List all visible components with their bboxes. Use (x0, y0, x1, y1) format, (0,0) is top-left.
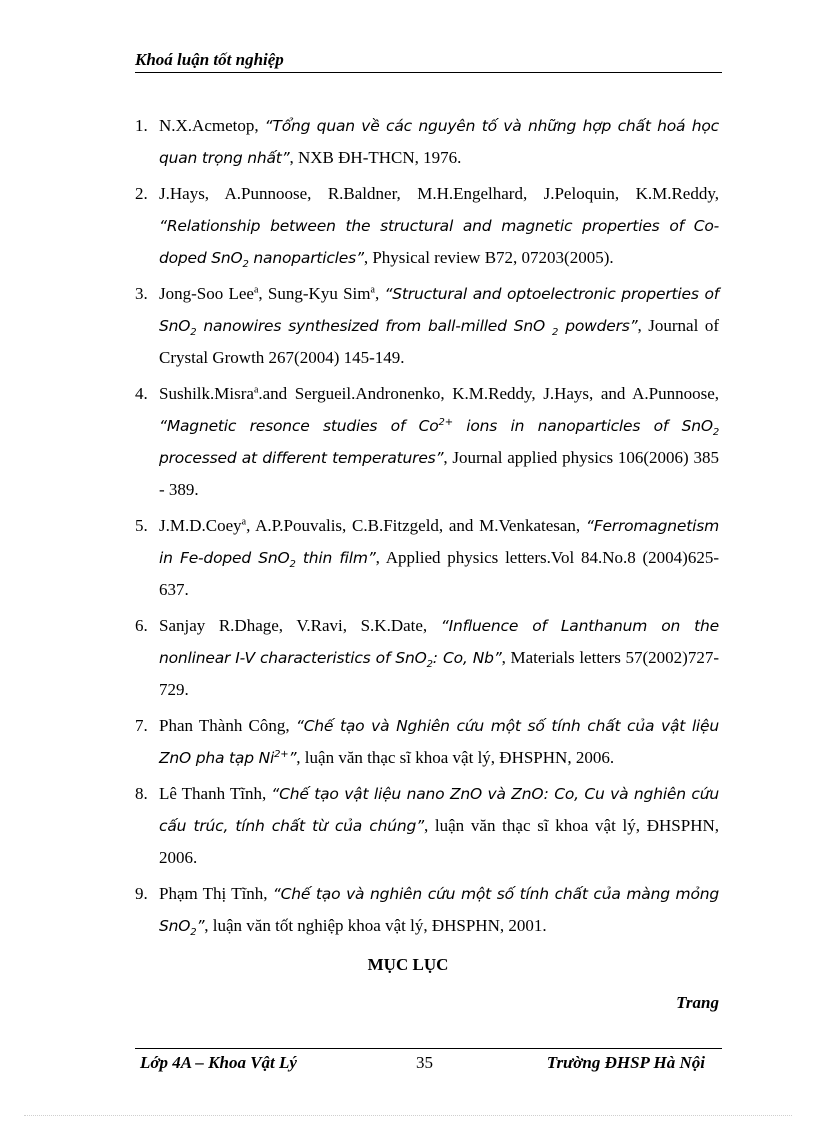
subscript: 2 (190, 327, 197, 339)
reference-authors: Phạm Thị Tĩnh, (159, 884, 273, 903)
title-text: “Influence of Lanthanum on the nonlinear I-V characteristics of SnO (159, 617, 719, 667)
reference-item-7 (135, 710, 719, 774)
author-text: Jong-Soo Lee (159, 284, 254, 303)
subscript: 2 (242, 259, 249, 271)
reference-item-6 (135, 610, 719, 706)
superscript: 2+ (438, 416, 453, 428)
title-text: “Relationship between the structural and magnetic properties of Co-doped SnO (159, 217, 719, 267)
page-bottom-edge (24, 1115, 792, 1116)
reference-authors (159, 384, 719, 403)
footer-divider (135, 1048, 722, 1049)
reference-title: “Chế tạo vật liệu nano ZnO và ZnO: Co, Cu và nghiên cứu cấu trúc, tính chất từ của chúng” (159, 785, 719, 835)
footer-school-label: Trường ĐHSP Hà Nội (546, 1053, 705, 1072)
subscript: 2 (712, 427, 720, 439)
title-text: “Magnetic resonce studies of Co (159, 417, 439, 435)
reference-source: , Physical review B72, 07203(2005). (363, 248, 614, 267)
reference-number: 6. (135, 616, 148, 635)
author-text: , (374, 284, 385, 303)
title-text: ions in nanoparticles of SnO (452, 417, 713, 435)
title-text: powders” (558, 317, 638, 335)
title-text: thin film” (295, 549, 376, 567)
author-text: J.M.D.Coey (159, 516, 242, 535)
title-text: : Co, Nb” (432, 649, 502, 667)
subscript: 2 (289, 559, 296, 571)
reference-title: “Tổng quan về các nguyên tố và những hợp chất hoá học quan trọng nhất” (159, 117, 720, 167)
author-text: , A.P.Pouvalis, C.B.Fitzgeld, and M.Venkatesan, (246, 516, 586, 535)
reference-source: , Materials letters 57(2002)727-729. (159, 648, 720, 699)
reference-item-2 (135, 178, 719, 274)
reference-item-8 (135, 778, 719, 874)
reference-number: 9. (135, 884, 148, 903)
title-text: ” (288, 749, 297, 767)
footer-class-label: Lớp 4A – Khoa Vật Lý (140, 1053, 297, 1072)
superscript: a (253, 384, 259, 396)
reference-item-3 (135, 278, 719, 374)
reference-source: , Journal of Crystal Growth 267(2004) 145-149. (159, 316, 719, 367)
author-text: .and Sergueil.Andronenko, K.M.Reddy, J.Hays, and A.Punnoose, (258, 384, 719, 403)
reference-number: 7. (135, 716, 148, 735)
reference-authors: Lê Thanh Tĩnh, (159, 784, 272, 803)
reference-authors: J.Hays, A.Punnoose, R.Baldner, M.H.Engelhard, J.Peloquin, K.M.Reddy, (159, 184, 719, 203)
title-text: “Structural and optoelectronic properties of SnO (159, 285, 720, 335)
reference-authors: Sanjay R.Dhage, V.Ravi, S.K.Date, (159, 616, 441, 635)
header-divider (135, 72, 722, 73)
reference-source: , luận văn tốt nghiệp khoa vật lý, ĐHSPHN, 2001. (204, 916, 547, 935)
reference-authors (159, 516, 586, 535)
reference-number: 4. (135, 384, 148, 403)
reference-source: , luận văn thạc sĩ khoa vật lý, ĐHSPHN, 2006. (296, 748, 615, 767)
author-text: Sushilk.Misra (159, 384, 254, 403)
reference-source: , luận văn thạc sĩ khoa vật lý, ĐHSPHN, 2006. (159, 816, 719, 867)
title-text: “Chế tạo và Nghiên cứu một số tính chất của vật liệu ZnO pha tạp Ni (159, 717, 719, 767)
reference-number: 3. (135, 284, 148, 303)
subscript: 2 (552, 327, 559, 339)
superscript: 2+ (274, 748, 289, 760)
reference-item-9 (135, 878, 719, 942)
superscript: a (241, 516, 247, 528)
superscript: a (253, 284, 259, 296)
reference-list (135, 110, 719, 946)
page-header: Khoá luận tốt nghiệp (135, 50, 284, 69)
title-text: processed at different temperatures” (159, 449, 444, 467)
title-text: “Ferromagnetism in Fe-doped SnO (159, 517, 719, 567)
reference-authors (159, 284, 384, 303)
reference-number: 5. (135, 516, 148, 535)
title-text: nanoparticles” (248, 249, 364, 267)
page-number: 35 (416, 1053, 433, 1072)
toc-page-label: Trang (676, 993, 719, 1012)
title-text: nanowires synthesized from ball-milled SnO (196, 317, 553, 335)
reference-item-5 (135, 510, 719, 606)
toc-title: MỤC LỤC (367, 955, 449, 974)
reference-source: , NXB ĐH-THCN, 1976. (289, 148, 462, 167)
reference-authors: N.X.Acmetop, (159, 116, 265, 135)
superscript: a (370, 284, 375, 296)
author-text: , Sung-Kyu Sim (258, 284, 371, 303)
reference-item-4 (135, 378, 719, 506)
reference-item-1 (135, 110, 719, 174)
reference-number: 1. (135, 116, 148, 135)
reference-authors: Phan Thành Công, (159, 716, 296, 735)
reference-source: , Journal applied physics 106(2006) 385 - 389. (159, 448, 719, 499)
subscript: 2 (426, 659, 433, 671)
reference-number: 2. (135, 184, 148, 203)
reference-number: 8. (135, 784, 148, 803)
title-text: “Chế tạo và nghiên cứu một số tính chất của màng mỏng SnO (159, 885, 719, 935)
reference-source: , Applied physics letters.Vol 84.No.8 (2004)625-637. (159, 548, 720, 599)
subscript: 2 (190, 927, 197, 939)
title-text: ” (196, 917, 205, 935)
